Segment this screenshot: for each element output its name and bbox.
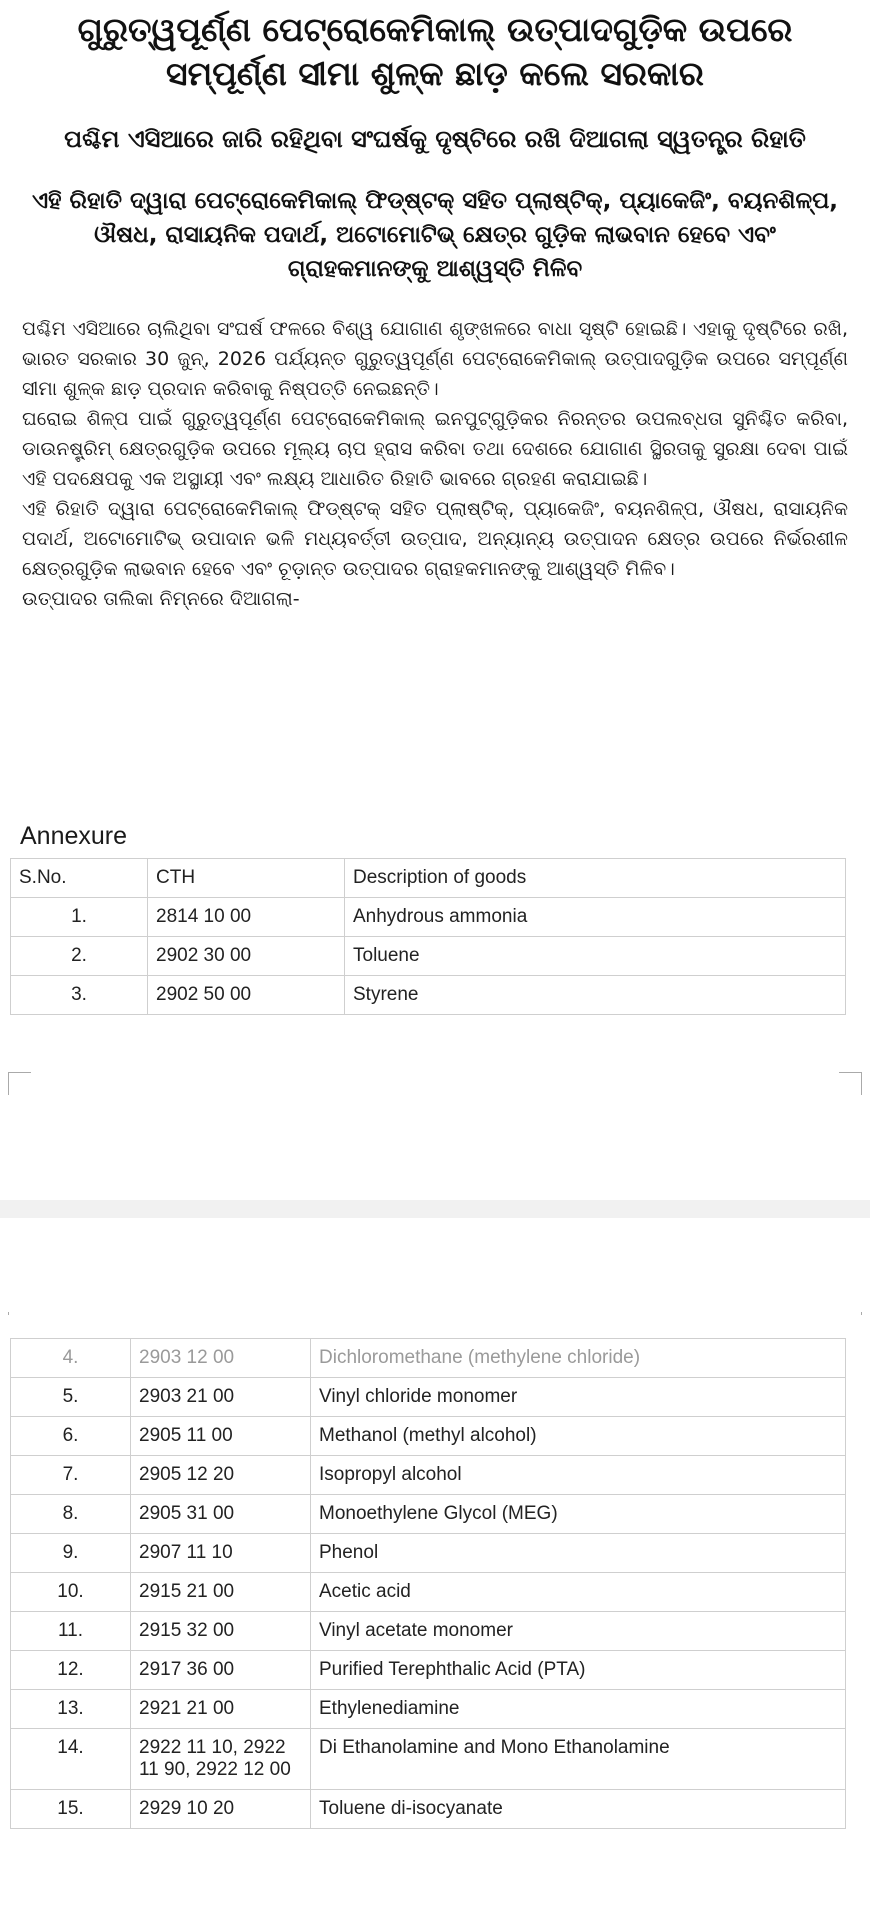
cell-sno: 7. [11,1456,131,1495]
cell-description: Styrene [345,976,846,1015]
cell-cth: 2814 10 00 [148,898,345,937]
cell-cth: 2922 11 10, 2922 11 90, 2922 12 00 [131,1729,311,1790]
cell-cth: 2929 10 20 [131,1790,311,1829]
table-body [11,1339,846,1829]
cell-cth: 2907 11 10 [131,1534,311,1573]
paragraph: ଘରୋଇ ଶିଳ୍ପ ପାଇଁ ଗୁରୁତ୍ୱପୂର୍ଣ୍ଣ ପେଟ୍ରୋକେମିକାଲ୍ ଇନପୁଟ୍‌ଗୁଡ଼ିକର ନିରନ୍ତର ଉପଲବ୍ଧତା ସୁନିଶ୍ଚିତ କରିବା, ଡାଉନଷ୍ଟ୍ରିମ୍ କ୍ଷେତ୍ରଗୁଡ଼ିକ ଉପରେ ମୂଲ୍ୟ ଚାପ ହ୍ରାସ କରିବା ତଥା ଦେଶରେ ଯୋଗାଣ ସ୍ଥିରତାକୁ ସୁରକ୍ଷା ଦେବା ପାଇଁ ଏହି ପଦକ୍ଷେପକୁ ଏକ ଅସ୍ଥାୟୀ ଏବଂ ଲକ୍ଷ୍ୟ ଆଧାରିତ ରିହାତି ଭାବରେ ଗ୍ରହଣ କରାଯାଇଛି। [22,408,848,490]
cell-cth: 2903 12 00 [131,1339,311,1378]
table-row [11,1729,846,1790]
cell-description: Toluene di-isocyanate [311,1790,846,1829]
cell-description: Phenol [311,1534,846,1573]
cell-cth: 2905 12 20 [131,1456,311,1495]
header-description: Description of goods [345,859,846,898]
paragraph: ଏହି ରିହାତି ଦ୍ୱାରା ପେଟ୍ରୋକେମିକାଲ୍ ଫିଡ୍‌ଷ୍ଟକ୍ ସହିତ ପ୍ଲାଷ୍ଟିକ୍, ପ୍ୟାକେଜିଂ, ବୟନଶିଳ୍ପ, ଔଷଧ, ରାସାୟନିକ ପଦାର୍ଥ, ଅଟୋମୋଟିଭ୍ ଉପାଦାନ ଭଳି ମଧ୍ୟବର୍ତ୍ତୀ ଉତ୍ପାଦ, ଅନ୍ୟାନ୍ୟ ଉତ୍ପାଦନ କ୍ଷେତ୍ର ଉପରେ ନିର୍ଭରଶୀଳ କ୍ଷେତ୍ରଗୁଡ଼ିକ ଲାଭବାନ ହେବେ ଏବଂ ଚୂଡ଼ାନ୍ତ ଉତ୍ପାଦର ଗ୍ରାହକମାନଙ୍କୁ ଆଶ୍ୱସ୍ତି ମିଳିବ। [22,498,848,580]
cell-sno: 15. [11,1790,131,1829]
cell-sno: 12. [11,1651,131,1690]
subheadline: ପଶ୍ଚିମ ଏସିଆରେ ଜାରି ରହିଥିବା ସଂଘର୍ଷକୁ ଦୃଷ୍ଟିରେ ରଖି ଦିଆଗଲା ସ୍ୱତନ୍ତ୍ର ରିହାତି [64,125,806,153]
table-row [11,1573,846,1612]
cell-description: Vinyl chloride monomer [311,1378,846,1417]
cell-cth: 2921 21 00 [131,1690,311,1729]
cell-sno: 2. [11,937,148,976]
table-row [11,898,846,937]
cell-sno: 9. [11,1534,131,1573]
cell-sno: 10. [11,1573,131,1612]
cell-description: Anhydrous ammonia [345,898,846,937]
table-header-row [11,859,846,898]
cell-description: Vinyl acetate monomer [311,1612,846,1651]
table-row [11,1378,846,1417]
cell-cth: 2917 36 00 [131,1651,311,1690]
secondary-subheadline: ଏହି ରିହାତି ଦ୍ୱାରା ପେଟ୍ରୋକେମିକାଲ୍ ଫିଡ୍‌ଷ୍ଟକ୍ ସହିତ ପ୍ଲାଷ୍ଟିକ୍, ପ୍ୟାକେଜିଂ, ବୟନଶିଳ୍ପ, ଔଷଧ, ରାସାୟନିକ ପଦାର୍ଥ, ଅଟୋମୋଟିଭ୍ କ୍ଷେତ୍ର ଗୁଡ଼ିକ ଲାଭବାନ ହେବେ ଏବଂ ଗ୍ରାହକମାନଙ୍କୁ ଆଶ୍ୱସ୍ତି ମିଳିବ [31,188,839,282]
cell-sno: 8. [11,1495,131,1534]
cell-sno: 4. [11,1339,131,1378]
cell-sno: 5. [11,1378,131,1417]
header-sno: S.No. [11,859,148,898]
table-row [11,1495,846,1534]
table-row [11,1790,846,1829]
cell-description: Methanol (methyl alcohol) [311,1417,846,1456]
table-row [11,1456,846,1495]
table-row [11,1612,846,1651]
cell-cth: 2905 31 00 [131,1495,311,1534]
cell-sno: 13. [11,1690,131,1729]
cell-description: Toluene [345,937,846,976]
cell-cth: 2905 11 00 [131,1417,311,1456]
cell-cth: 2915 21 00 [131,1573,311,1612]
paragraph: ଉତ୍ପାଦର ତାଲିକା ନିମ୍ନରେ ଦିଆଗଲା- [22,588,300,610]
cell-cth: 2903 21 00 [131,1378,311,1417]
cell-description: Acetic acid [311,1573,846,1612]
cell-description: Dichloromethane (methylene chloride) [311,1339,846,1378]
cell-sno: 14. [11,1729,131,1790]
annexure-title: Annexure [20,822,128,850]
page-separator [0,1200,870,1218]
cell-sno: 11. [11,1612,131,1651]
table-body [11,898,846,1015]
cell-sno: 3. [11,976,148,1015]
table-row [11,1417,846,1456]
paragraph: ପଶ୍ଚିମ ଏସିଆରେ ଚାଲିଥିବା ସଂଘର୍ଷ ଫଳରେ ବିଶ୍ୱ ଯୋଗାଣ ଶୃଙ୍ଖଳରେ ବାଧା ସୃଷ୍ଟି ହୋଇଛି। ଏହାକୁ ଦୃଷ୍ଟିରେ ରଖି, ଭାରତ ସରକାର 30 ଜୁନ୍, 2026 ପର୍ଯ୍ୟନ୍ତ ଗୁରୁତ୍ୱପୂର୍ଣ୍ଣ ପେଟ୍ରୋକେମିକାଲ୍ ଉତ୍ପାଦଗୁଡ଼ିକ ଉପରେ ସମ୍ପୂର୍ଣ୍ଣ ସୀମା ଶୁଳ୍କ ଛାଡ଼ ପ୍ରଦାନ କରିବାକୁ ନିଷ୍ପତ୍ତି ନେଇଛନ୍ତି। [22,318,848,400]
cell-sno: 6. [11,1417,131,1456]
cell-cth: 2902 30 00 [148,937,345,976]
crop-mark [8,1072,31,1095]
cell-cth: 2915 32 00 [131,1612,311,1651]
cell-description: Di Ethanolamine and Mono Ethanolamine [311,1729,846,1790]
table-row [11,937,846,976]
cell-cth: 2902 50 00 [148,976,345,1015]
annexure-table-part-1 [10,858,846,1015]
cell-description: Isopropyl alcohol [311,1456,846,1495]
crop-mark [839,1072,862,1095]
headline: ଗୁରୁତ୍ୱପୂର୍ଣ୍ଣ ପେଟ୍ରୋକେମିକାଲ୍ ଉତ୍ପାଦଗୁଡ଼ିକ ଉପରେ ସମ୍ପୂର୍ଣ୍ଣ ସୀମା ଶୁଳ୍କ ଛାଡ଼ କଲେ ସରକାର [77,10,793,93]
cell-description: Purified Terephthalic Acid (PTA) [311,1651,846,1690]
table-row [11,1651,846,1690]
cell-description: Ethylenediamine [311,1690,846,1729]
table-row [11,976,846,1015]
cell-sno: 1. [11,898,148,937]
page-gap [0,1085,870,1315]
table-row [11,1690,846,1729]
header-cth: CTH [148,859,345,898]
table-row [11,1339,846,1378]
annexure-table-part-2 [10,1338,846,1829]
table-row [11,1534,846,1573]
article-body [0,286,870,614]
cell-description: Monoethylene Glycol (MEG) [311,1495,846,1534]
